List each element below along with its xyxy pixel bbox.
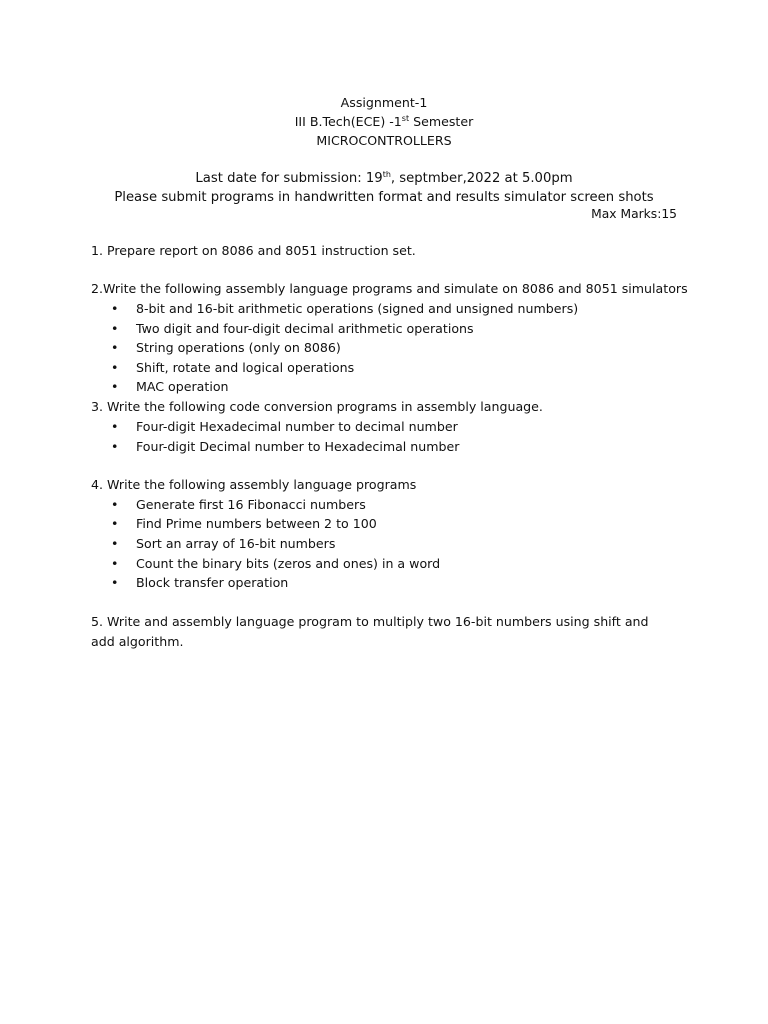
list-item: • Shift, rotate and logical operations	[111, 360, 355, 375]
course-line	[0, 114, 768, 129]
max-marks: Max Marks:15	[591, 207, 677, 221]
bullet-symbol: •	[111, 439, 119, 454]
date-sup: th	[382, 170, 391, 179]
list-item: • Sort an array of 16-bit numbers	[111, 536, 336, 551]
bullet-symbol: •	[111, 497, 119, 512]
list-item: • Find Prime numbers between 2 to 100	[111, 516, 377, 531]
list-item: • Four-digit Decimal number to Hexadecimal number	[111, 439, 460, 454]
list-item: • MAC operation	[111, 379, 229, 394]
question-1: 1. Prepare report on 8086 and 8051 instruction set.	[91, 243, 416, 258]
submission-instruction: Please submit programs in handwritten format and results simulator screen shots	[114, 190, 654, 205]
bullet-symbol: •	[111, 556, 119, 571]
question-4: 4. Write the following assembly language programs	[91, 477, 417, 492]
course-sup: st	[401, 114, 410, 123]
list-item: • Count the binary bits (zeros and ones) in a word	[111, 556, 441, 571]
bullet-symbol: •	[111, 379, 119, 394]
bullet-symbol: •	[111, 516, 119, 531]
list-item: • Four-digit Hexadecimal number to decimal number	[111, 419, 458, 434]
bullet-symbol: •	[111, 360, 119, 375]
course-prefix: III B.Tech(ECE) -1	[294, 114, 402, 129]
list-item: • Generate first 16 Fibonacci numbers	[111, 497, 366, 512]
list-item: • Block transfer operation	[111, 575, 289, 590]
question-3: 3. Write the following code conversion programs in assembly language.	[91, 399, 543, 414]
date-prefix: Last date for submission: 19	[195, 171, 383, 186]
assignment-title: Assignment-1	[340, 95, 428, 110]
list-item: • 8-bit and 16-bit arithmetic operations (signed and unsigned numbers)	[111, 301, 579, 316]
bullet-symbol: •	[111, 340, 119, 355]
question-5: 5. Write and assembly language program to multiply two 16-bit numbers using shift and add algorithm.	[91, 614, 649, 649]
bullet-symbol: •	[111, 419, 119, 434]
subject-title: MICROCONTROLLERS	[316, 133, 452, 148]
date-suffix: , septmber,2022 at 5.00pm	[390, 171, 573, 186]
question-2: 2.Write the following assembly language programs and simulate on 8086 and 8051 simulators	[91, 281, 688, 296]
bullet-symbol: •	[111, 301, 119, 316]
list-item: • Two digit and four-digit decimal arithmetic operations	[111, 321, 474, 336]
list-item: • String operations (only on 8086)	[111, 340, 341, 355]
bullet-symbol: •	[111, 536, 119, 551]
bullet-symbol: •	[111, 575, 119, 590]
bullet-symbol: •	[111, 321, 119, 336]
submission-date	[0, 171, 768, 186]
course-suffix: Semester	[409, 114, 474, 129]
